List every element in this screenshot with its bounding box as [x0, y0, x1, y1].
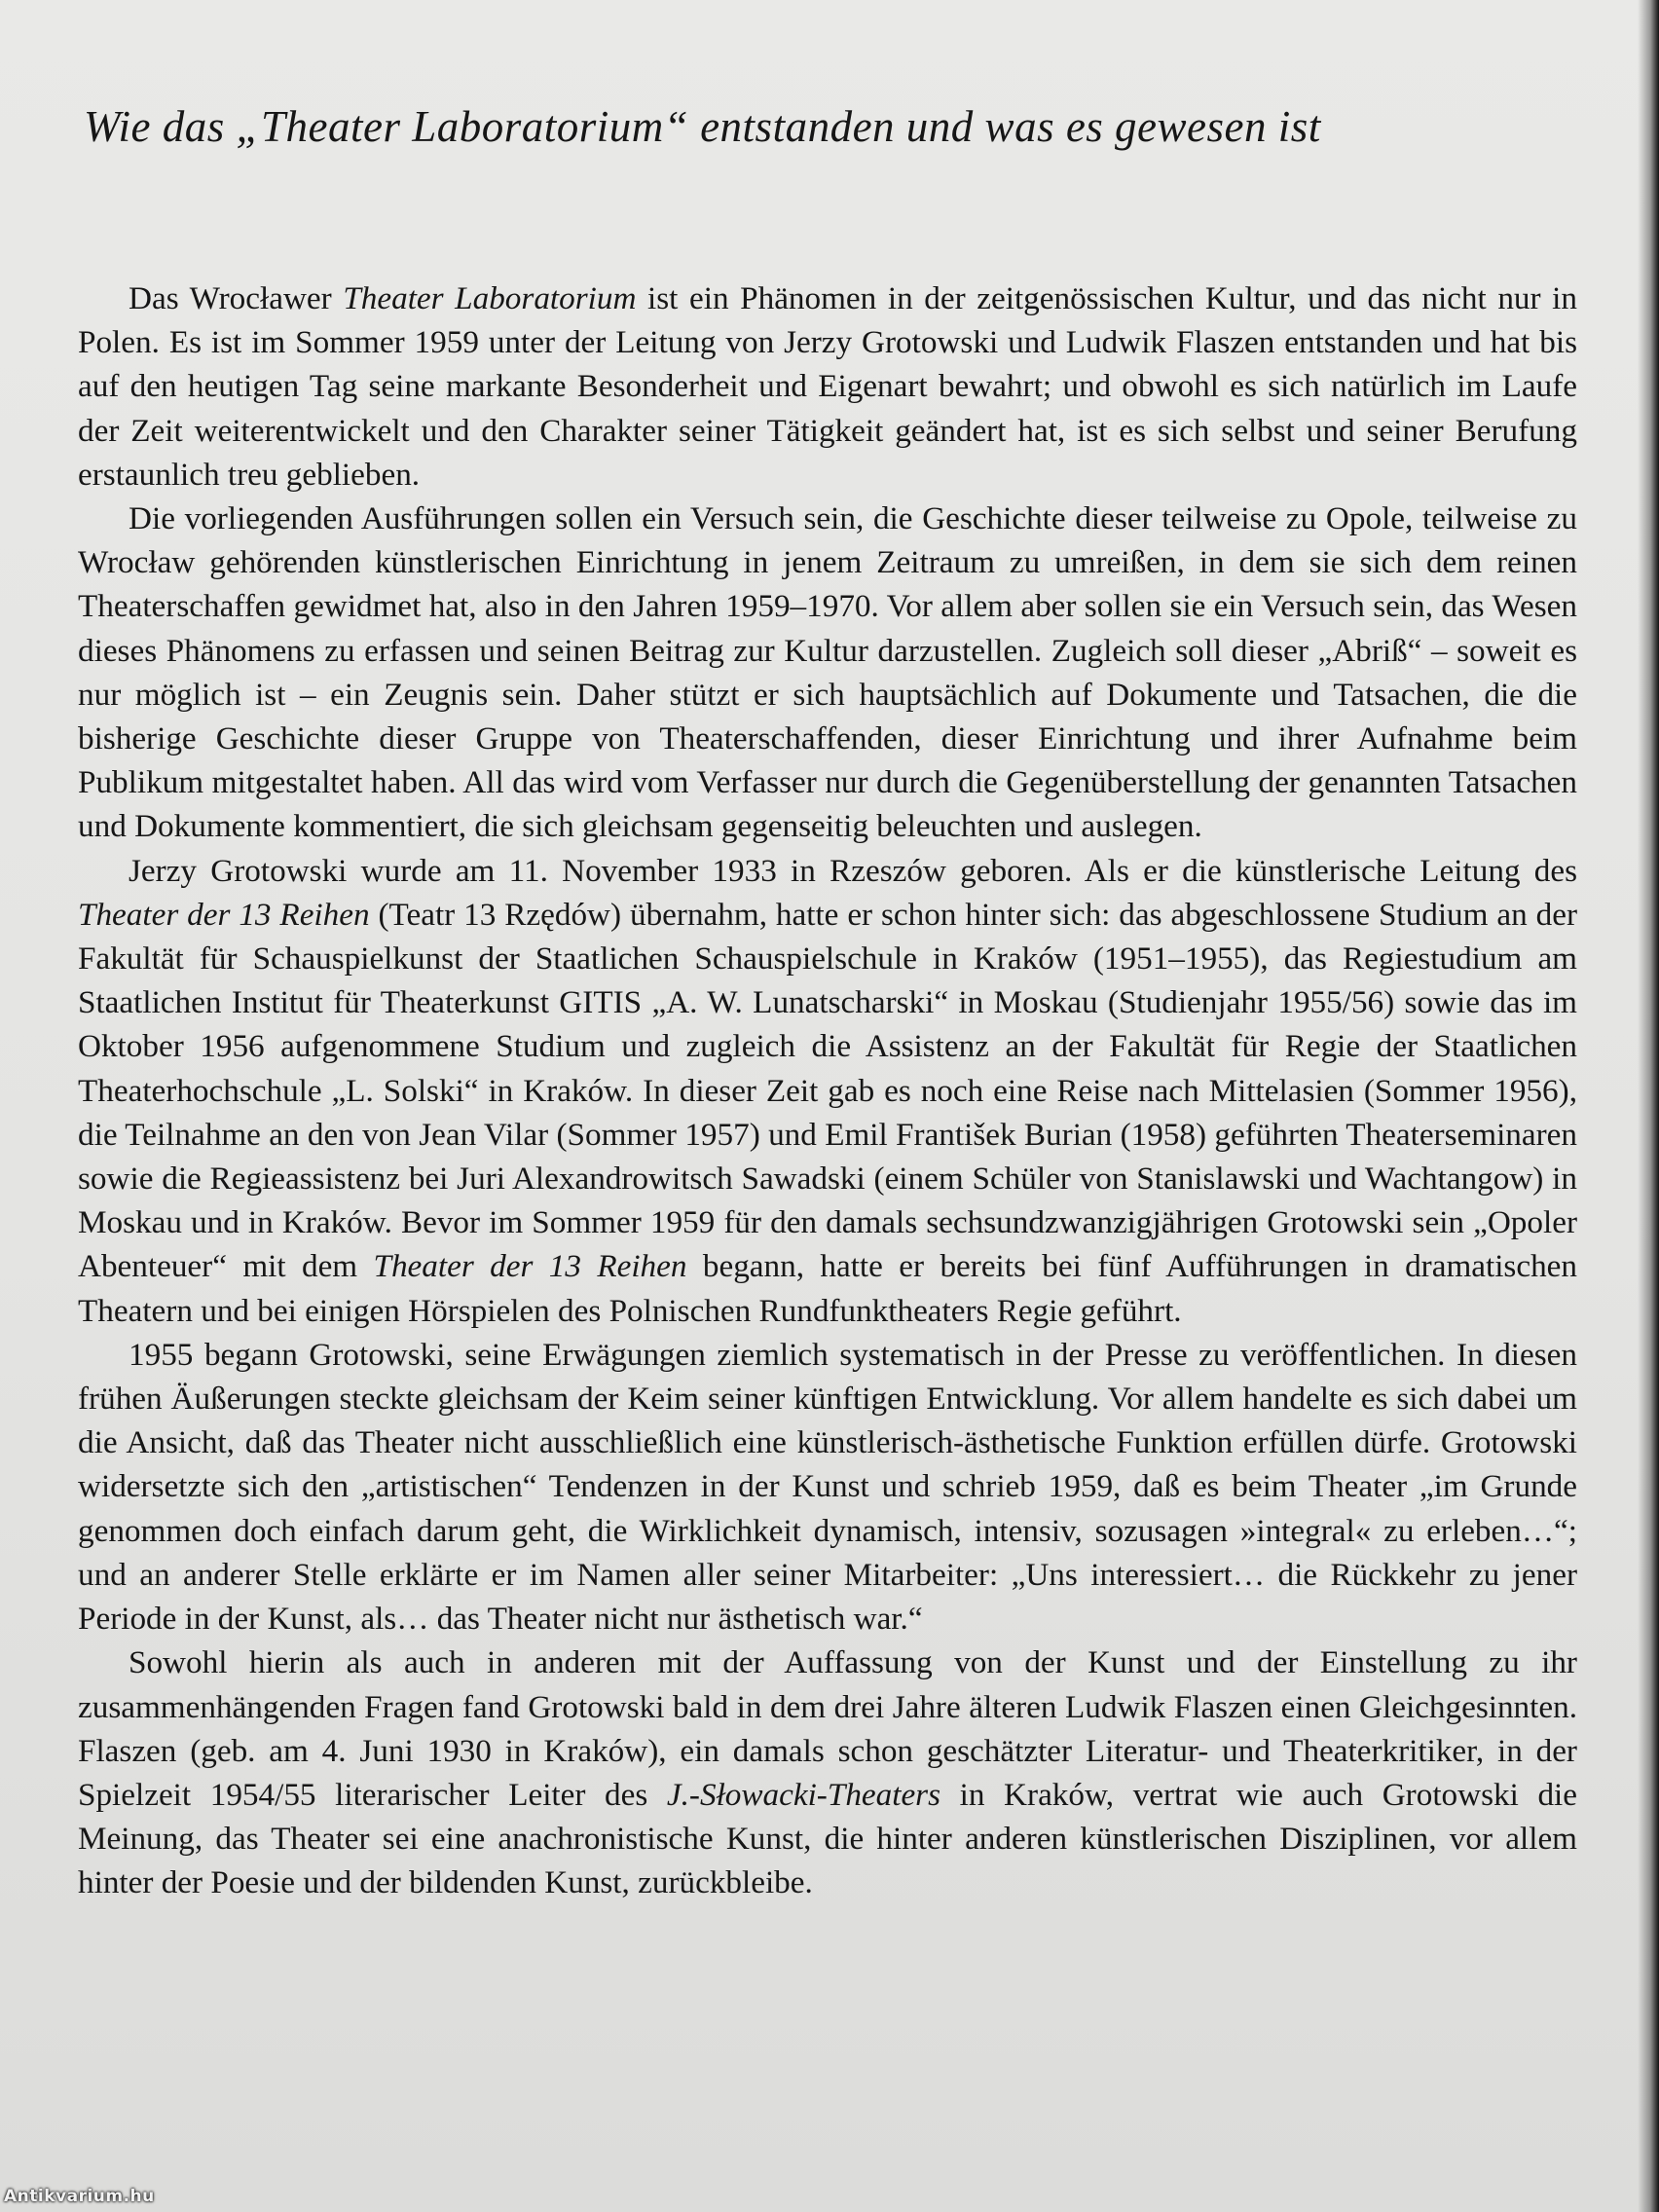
paragraph-1: [78, 276, 1577, 497]
paragraph-5-text-1: Sowohl hierin als auch in anderen mit der Auffassung von der Kunst und der Einstellung zu ihr zusammenhängenden Fragen fand Grotowski bald in dem drei Jahre älteren Ludwik Flaszen einen Gleichgesinnten. Flaszen (geb. am 4. Juni 1930 in Kraków), ein damals schon geschätzter Literatur- und Theaterkritiker, in der Spielzeit 1954/55 literarischer Leiter des: [78, 1644, 1577, 1813]
paragraph-3-text-3: begann, hatte er bereits bei fünf Aufführungen in dramatischen Theatern und bei einigen Hörspielen des Polnischen Rundfunktheaters Regie geführt.: [78, 1248, 1577, 1329]
paragraph-3-text-1: Jerzy Grotowski wurde am 11. November 1933 in Rzeszów geboren. Als er die künstlerische Leitung des: [129, 852, 1577, 889]
paragraph-3: [78, 849, 1577, 1333]
page-title: Wie das „Theater Laboratorium“ entstanden und was es gewesen ist: [84, 102, 1321, 151]
body-text: [78, 276, 1577, 1905]
watermark: Antikvarium.hu: [4, 2187, 155, 2206]
paragraph-3-text-2: (Teatr 13 Rzędów) übernahm, hatte er schon hinter sich: das abgeschlossene Studium an der Fakultät für Schauspielkunst der Staatlichen Schauspielschule in Kraków (1951–1955), das Regiestudium am Staatlichen Institut für Theaterkunst GITIS „A. W. Lunatscharski“ in Moskau (Studienjahr 1955/56) sowie das im Oktober 1956 aufgenommene Studium und zugleich die Assistenz an der Fakultät für Regie der Staatlichen Theaterhochschule „L. Solski“ in Kraków. In dieser Zeit gab es noch eine Reise nach Mittelasien (Sommer 1956), die Teilnahme an den von Jean Vilar (Sommer 1957) und Emil František Burian (1958) geführten Theaterseminaren sowie die Regieassistenz bei Juri Alexandrowitsch Sawadski (einem Schüler von Stanislawski und Wachtangow) in Moskau und in Kraków. Bevor im Sommer 1959 für den damals sechsundzwanzigjährigen Grotowski sein „Opoler Abenteuer“ mit dem: [78, 896, 1577, 1285]
paragraph-2: [78, 497, 1577, 849]
paragraph-5-italic-1: J.-Słowacki-Theaters: [666, 1776, 941, 1813]
page-edge-shadow: [1638, 0, 1659, 2212]
paragraph-4-text-1: 1955 begann Grotowski, seine Erwägungen ziemlich systematisch in der Presse zu veröffentlichen. In diesen frühen Äußerungen steckte gleichsam der Keim seiner künftigen Entwicklung. Vor allem handelte es sich dabei um die Ansicht, daß das Theater nicht ausschließlich eine künstlerisch-ästhetische Funktion erfüllen dürfe. Grotowski widersetzte sich den „artistischen“ Tendenzen in der Kunst und schrieb 1959, daß es beim Theater „im Grunde genommen doch einfach darum geht, die Wirklichkeit dynamisch, intensiv, sozusagen »integral« zu erleben…“; und an anderer Stelle erklärte er im Namen aller seiner Mitarbeiter: „Uns interessiert… die Rückkehr zu jener Periode in der Kunst, als… das Theater nicht nur ästhetisch war.“: [78, 1336, 1577, 1638]
paragraph-1-italic-1: Theater Laboratorium: [343, 280, 637, 316]
paragraph-2-text-1: Die vorliegenden Ausführungen sollen ein Versuch sein, die Geschichte dieser teilweise zu Opole, teilweise zu Wrocław gehörenden künstlerischen Einrichtung in jenem Zeitraum zu umreißen, in dem sie sich dem reinen Theaterschaffen gewidmet hat, also in den Jahren 1959–1970. Vor allem aber sollen sie ein Versuch sein, das Wesen dieses Phänomens zu erfassen und seinen Beitrag zur Kultur darzustellen. Zugleich soll dieser „Abriß“ – soweit es nur möglich ist – ein Zeugnis sein. Daher stützt er sich hauptsächlich auf Dokumente und Tatsachen, die die bisherige Geschichte dieser Gruppe von Theaterschaffenden, dieser Einrichtung und ihrer Aufnahme beim Publikum mitgestaltet haben. All das wird vom Verfasser nur durch die Gegenüberstellung der genannten Tatsachen und Dokumente kommentiert, die sich gleichsam gegenseitig beleuchten und auslegen.: [78, 500, 1577, 845]
paragraph-1-text-1: Das Wrocławer: [129, 280, 344, 316]
paragraph-1-text-2: ist ein Phänomen in der zeitgenössischen Kultur, und das nicht nur in Polen. Es ist im Sommer 1959 unter der Leitung von Jerzy Grotowski und Ludwik Flaszen entstanden und hat bis auf den heutigen Tag seine markante Besonderheit und Eigenart bewahrt; und obwohl es sich natürlich im Laufe der Zeit weiterentwickelt und den Charakter seiner Tätigkeit geändert hat, ist es sich selbst und seiner Berufung erstaunlich treu geblieben.: [78, 280, 1577, 493]
paragraph-4: [78, 1333, 1577, 1641]
paragraph-3-italic-1: Theater der 13 Reihen: [78, 896, 370, 933]
paragraph-3-italic-2: Theater der 13 Reihen: [373, 1248, 687, 1285]
paragraph-5-text-2: in Kraków, vertrat wie auch Grotowski die Meinung, das Theater sei eine anachronistische Kunst, die hinter anderen künstlerischen Disziplinen, vor allem hinter der Poesie und der bildenden Kunst, zurückbleibe.: [78, 1776, 1577, 1901]
paragraph-5: [78, 1641, 1577, 1904]
